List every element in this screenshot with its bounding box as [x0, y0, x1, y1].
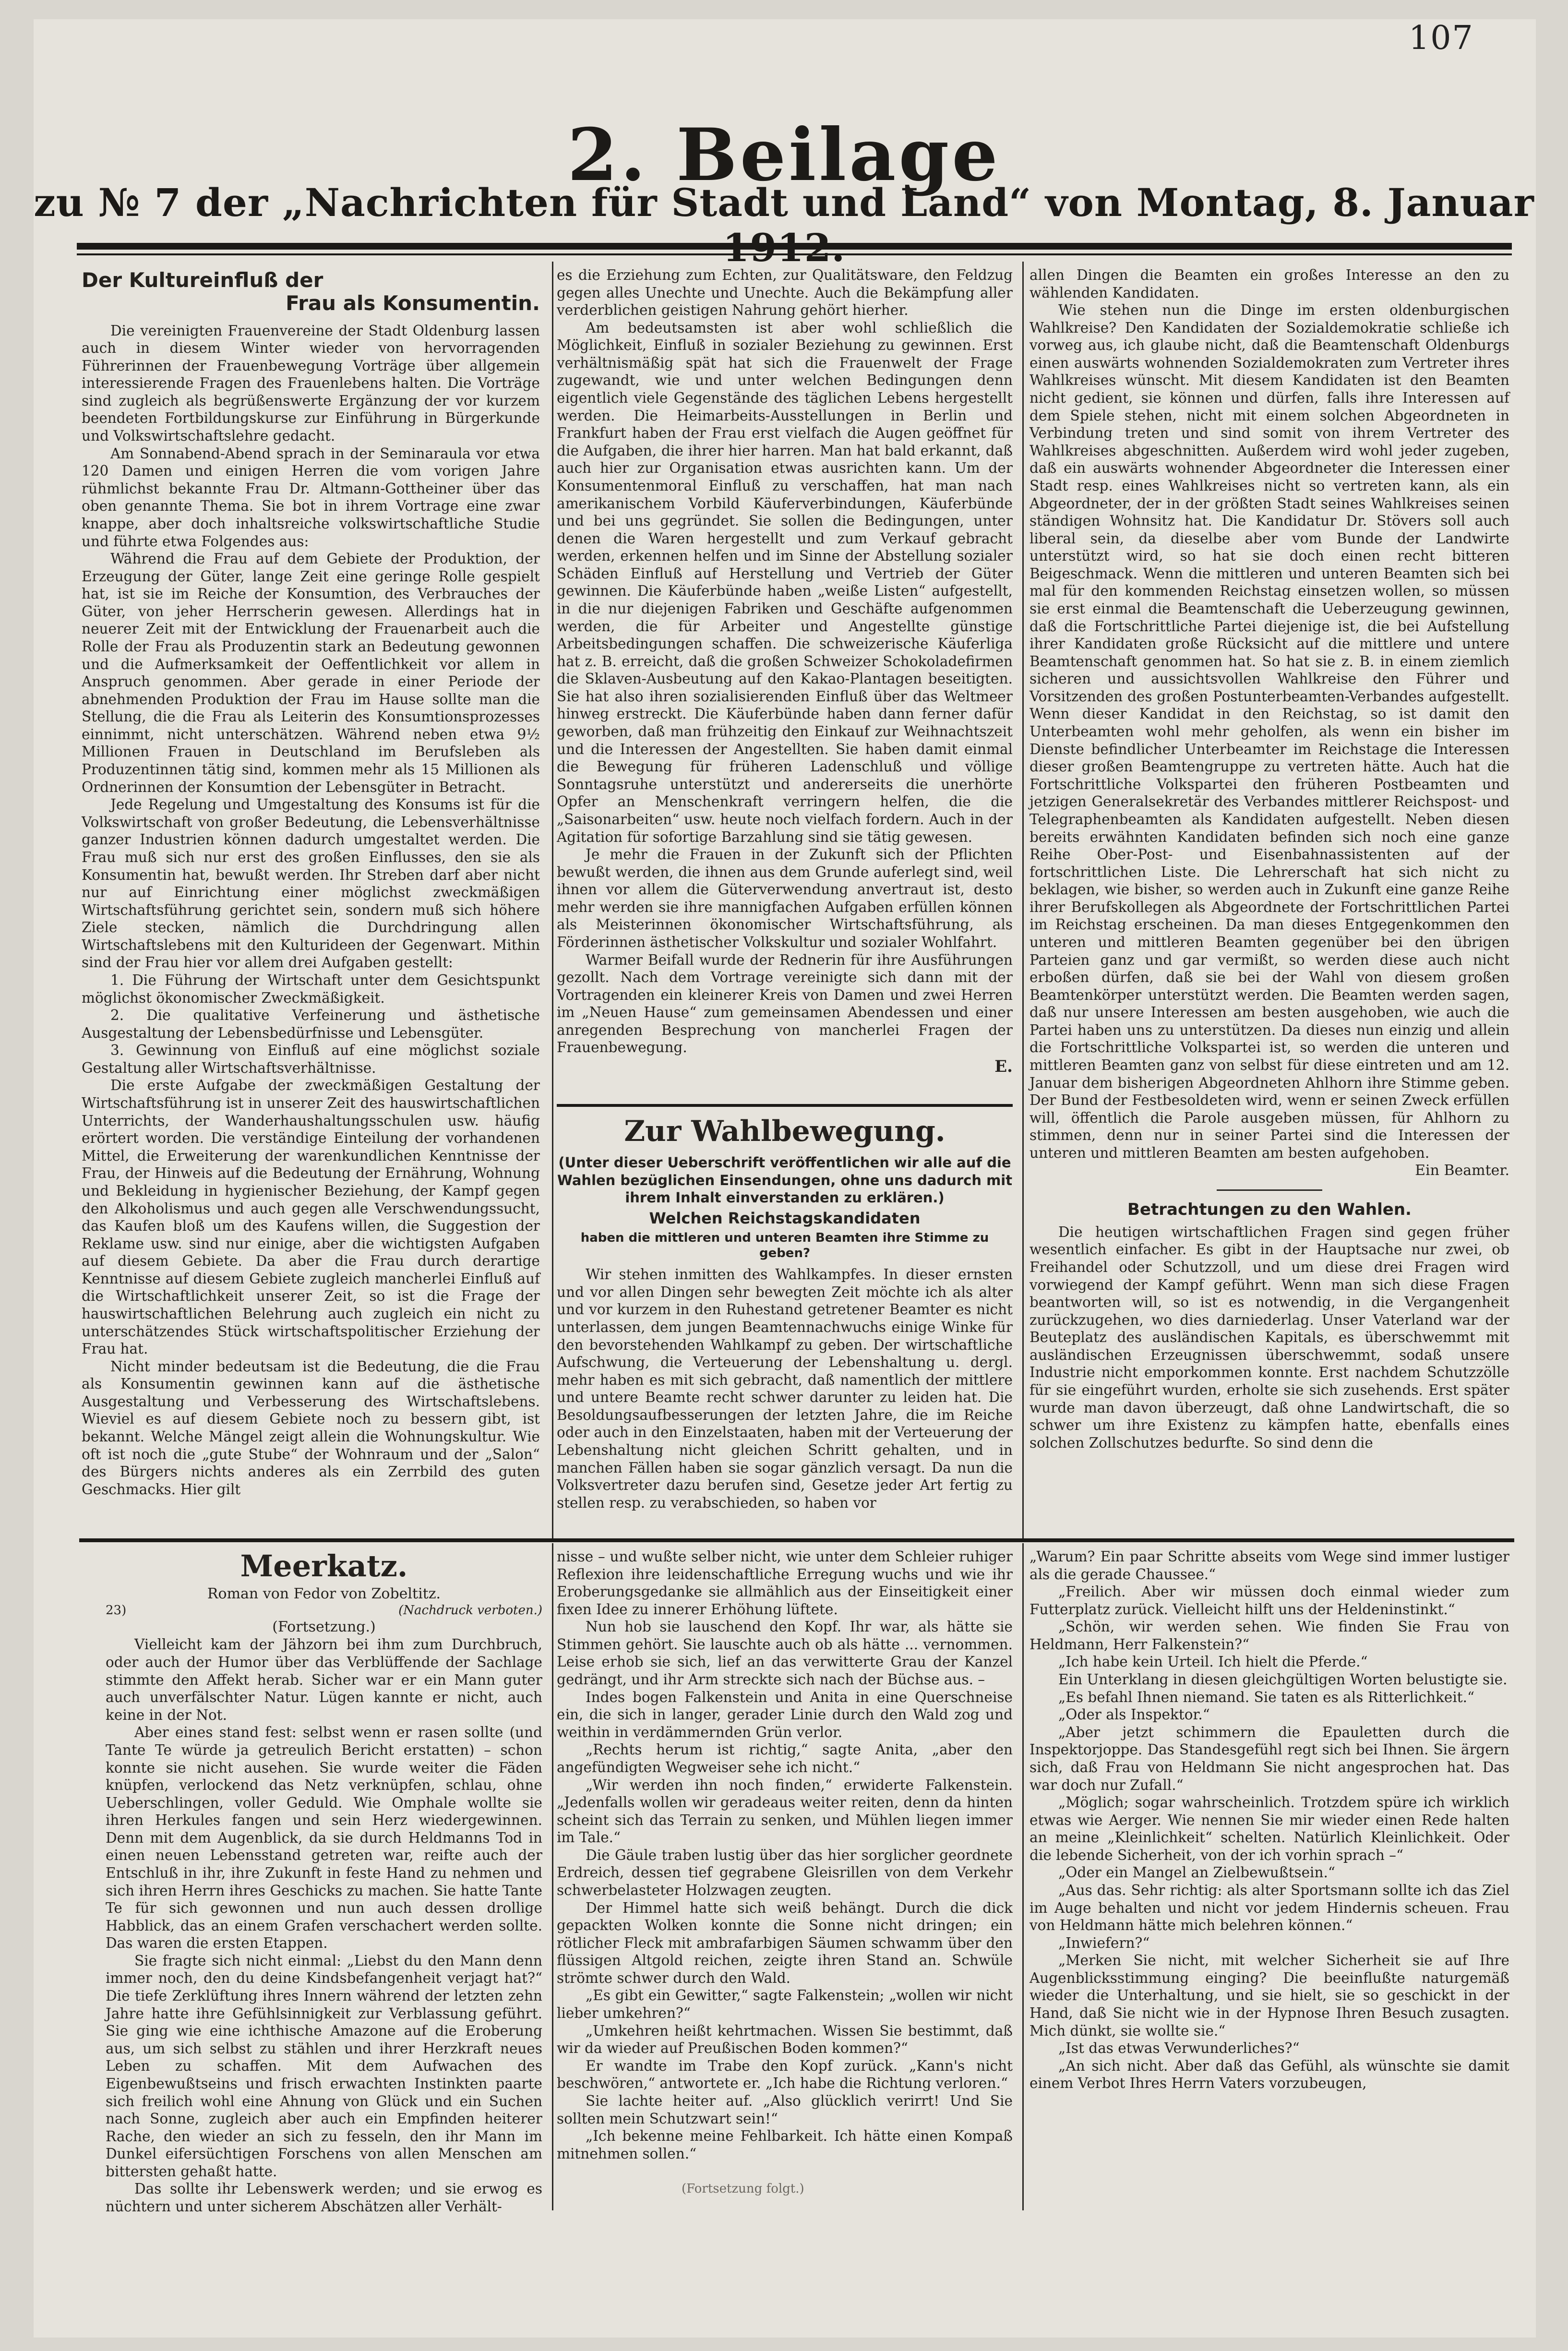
section-divider [1217, 1189, 1322, 1191]
article-heading: Betrachtungen zu den Wahlen. [1127, 1199, 1412, 1219]
paragraph: „Oder als Inspektor.“ [1058, 1706, 1210, 1723]
byline: Roman von Fedor von Zobeltitz. [207, 1585, 441, 1602]
paragraph: Während die Frau auf dem Gebiete der Produktion, der Erzeugung der Güter, lange Zeit eine geringe Rolle gespielt hat, ist sie im Reiche der Konsumtion, des Verbrauches der Güter, von jeher Herrscherin gewesen. Allerdings hat in neuerer Zeit mit der Entwicklung der Frauenarbeit auch die Rolle der Frau als Produzentin stark an Bedeutung gewonnen und die Aufmerksamkeit der Oeffentlichkeit vor allem in Anspruch genommen. Aber gerade in einer Periode der abnehmenden Produktion der Frau im Hause sollte man die Stellung, die die Frau als Leiterin des Konsumtionsprozesses einnimmt, nicht unterschätzen. Während neben etwa 9½ Millionen Frauen in Deutschland im Berufsleben als Produzentinnen tätig sind, kommen mehr als 15 Millionen als Ordnerinnen der Konsumtion der Lebensgüter in Betracht. [82, 551, 540, 795]
paragraph: es die Erziehung zum Echten, zur Qualitätsware, den Feldzug gegen alles Unechte und Unechte. Auch die Bekämpfung aller verderblichen geistigen Nahrung gehört hierher. [557, 267, 1013, 319]
article-kultureinfluss-continued [557, 266, 1013, 1097]
article-wahlbewegung-continued [1029, 266, 1509, 1534]
serial-heading: Meerkatz. [240, 1548, 408, 1583]
paragraph: „Möglich; sogar wahrscheinlich. Trotzdem spüre ich wirklich etwas wie Aerger. Wie nennen Sie mir wieder einen Rede halten an meine „Kleinlichkeit“ schelten. Natürlich Kleinlichkeit. Oder die lebende Sicherheit, von der ich vorhin sprach –“ [1029, 1794, 1509, 1863]
section-rule [557, 1104, 1013, 1107]
paragraph: „Ich bekenne meine Fehlbarkeit. Ich hätte einen Kompaß mitnehmen sollen.“ [557, 2128, 1013, 2162]
paragraph: Sie lachte heiter auf. „Also glücklich verirrt! Und Sie sollten mein Schutzwart sein!“ [557, 2092, 1013, 2127]
article-wahlbewegung [557, 1114, 1013, 1531]
paragraph: „Freilich. Aber wir müssen doch einmal wieder zum Futterplatz zurück. Vielleicht hilft uns der Heldeninstinkt.“ [1029, 1583, 1509, 1618]
paragraph: Nicht minder bedeutsam ist die Bedeutung, die die Frau als Konsumentin gewinnen kann auf die ästhetische Ausgestaltung und Verbesserung des Wirtschaftslebens. Wieviel es auf diesem Gebiete noch zu bessern gibt, ist bekannt. Welche Mängel zeigt allein die Wohnungskultur. Wie oft ist noch die „gute Stube“ der Wohnraum und der „Salon“ des Bürgers nichts anderes als ein Zerrbild des guten Geschmacks. Hier gilt [82, 1358, 540, 1498]
paragraph: „Merken Sie nicht, mit welcher Sicherheit sie auf Ihre Augenblicksstimmung einging? Die beeinflußte naturgemäß wieder die Unterhaltung, und sie hielt, sie so geschickt in der Hand, daß Sie nicht wie in der Hypnose Ihren Besuch zusagten. Mich dünkt, sie wollte sie.“ [1029, 1952, 1509, 2039]
paragraph: Aber eines stand fest: selbst wenn er rasen sollte (und Tante Te würde ja getreulich Bericht erstatten) – schon konnte sie nicht ausehen. Sie wurde weiter die Fäden knüpfen, verlockend das Netz verknüpfen, schlau, ohne Ueberschlingen, voller Geduld. Wie Omphale wollte sie ihren Herkules fangen und sein Herz wiedergewinnen. Denn mit dem Augenblick, da sie durch Heldmanns Tod in einen neuen Lebensstand getreten war, reifte auch der Entschluß in ihr, ihre Zukunft in feste Hand zu nehmen und sich ihren Herrn ihres Geschicks zu machen. Sie hatte Tante Te für sich gewonnen und nun auch dessen drollige Habblick, das an einem Grafen verschachert werden sollte. Das waren die ersten Etappen. [106, 1724, 542, 1952]
column-divider [1022, 1543, 1024, 2210]
article-heading: Der Kultureinfluß der Frau als Konsumentin. [82, 268, 540, 315]
supplement-subtitle: zu № 7 der „Nachrichten für Stadt und Land“ von Montag, 8. Januar [34, 180, 1534, 225]
paragraph: Vielleicht kam der Jähzorn bei ihm zum Durchbruch, oder auch der Humor über das Verblüffende der Sachlage stimmte den Affekt herab. Sicher war er ein Mann guter auch unverfälschter Natur. Lügen kannte er nicht, auch keine in der Not. [106, 1636, 542, 1723]
subheading: Welchen Reichstagskandidaten [649, 1209, 921, 1228]
paragraph: Die vereinigten Frauenvereine der Stadt Oldenburg lassen auch in diesem Winter wieder von hervorragenden Führerinnen der Frauenbewegung Vorträge über allgemein interessierende Fragen des Frauenlebens halten. Die Vorträge sind zugleich als begrüßenswerte Ergänzung der vor kurzem beendeten Fortbildungskurse zur Einführung in Bürgerkunde und Volkswirtschaftslehre gedacht. [82, 322, 540, 444]
question-line: haben die mittleren und unteren Beamten ihre Stimme zu geben? [580, 1230, 989, 1261]
editorial-note: (Unter dieser Ueberschrift veröffentlichen wir alle auf die Wahlen bezüglichen Einsendungen, ohne uns dadurch mit ihrem Inhalt einverstanden zu erklären.) [557, 1154, 1013, 1206]
author-signature: Ein Beamter. [1415, 1162, 1509, 1179]
paragraph: Er wandte im Trabe den Kopf zurück. „Kann's nicht beschwören,“ antwortete er. „Ich habe die Richtung verloren.“ [557, 2057, 1013, 2092]
paragraph: „Aber jetzt schimmern die Epauletten durch die Inspektorjoppe. Das Standesgefühl regt sich bei Ihnen. Sie ärgern sich, daß Frau von Heldmann Sie nicht angesprochen hat. Das war doch nur Zufall.“ [1029, 1724, 1509, 1793]
paragraph: Jede Regelung und Umgestaltung des Konsums ist für die Volkswirtschaft von großer Bedeutung, die Lebensverhältnisse ganzer Industrien können dadurch umgestaltet werden. Die Frau muß sich nur erst des großen Einflusses, den sie als Konsumentin hat, bewußt werden. Ihr Streben darf aber nicht nur auf Einrichtung einer möglichst zweckmäßigen Wirtschaftsführung gerichtet sein, sondern muß sich höhere Ziele stecken, nämlich die Durchdringung allen Wirtschaftslebens mit den Kulturideen der Gegenwart. Mithin sind der Frau hier vor allem drei Aufgaben gestellt: [82, 796, 540, 971]
paragraph: „Umkehren heißt kehrtmachen. Wissen Sie bestimmt, daß wir da wieder auf Preußischen Boden kommen?“ [557, 2022, 1013, 2057]
paragraph: Die heutigen wirtschaftlichen Fragen sind gegen früher wesentlich einfacher. Es gibt in der Hauptsache nur zwei, ob Freihandel oder Schutzzoll, und um diese drei Fragen wird vorwiegend der Kampf geführt. Wenn man sich diese Fragen beantworten will, so ist es notwendig, in die Vergangenheit zurückzugehen, wo dies darniederlag. Unser Vaterland war der Beuteplatz des ausländischen Kapitals, es überschwemmt mit ausländischen Erzeugnissen überschwemmt, sodaß unsere Industrie nicht emporkommen konnte. Erst nachdem Schutzzölle für sie eingeführt wurden, erholte sie sich zusehends. Erst später wurde man davon überzeugt, daß ohne Landwirtschaft, die so schwer um ihre Existenz zu kämpfen hatte, ebenfalls eines solchen Zollschutzes bedurfte. So sind denn die [1029, 1223, 1509, 1451]
paragraph: Am bedeutsamsten ist aber wohl schließlich die Möglichkeit, Einfluß in sozialer Beziehung zu gewinnen. Erst verhältnismäßig spät hat sich die Frauenwelt der Frage zugewandt, wie und unter welchen Bedingungen denn eigentlich viele Gegenstände des täglichen Lebens hergestellt werden. Die Heimarbeits-Ausstellungen in Berlin und Frankfurt haben der Frau erst vielfach die Augen geöffnet für die Aufgaben, die ihrer hier harren. Man hat bald erkannt, daß auch hier zur Organisation etwas ausrichten kann. Um der Konsumentenmoral Einfluß zu verschaffen, hat man nach amerikanischem Vorbild Käuferverbindungen, Käuferbünde und bei uns gegründet. Sie sollen die Bedingungen, unter denen die Waren hergestellt und zum Verkauf gebracht werden, erkennen helfen und im Sinne der Abstellung sozialer Schäden Einfluß auf Herstellung und Vertrieb der Güter gewinnen. Die Käuferbünde haben „weiße Listen“ aufgestellt, in die nur diejenigen Fabriken und Geschäfte aufgenommen werden, die für Arbeiter und Angestellte günstige Arbeitsbedingungen schaffen. Die schweizerische Käuferliga hat z. B. erreicht, daß die großen Schweizer Schokoladefirmen die Sklaven-Ausbeutung auf den Kakao-Plantagen beseitigten. Sie hat also ihren sozialisierenden Einfluß über das Weltmeer hinweg erstreckt. Die Käuferbünde haben dann ferner dafür geworben, daß man frühzeitig den Einkauf zur Weihnachtszeit und die Interessen der Angestellten. Sie haben damit einmal die Bewegung für früheren Ladenschluß und völlige Sonntagsruhe unterstützt und andererseits die unerhörte Opfer an Menschenkraft verringern helfen, die die „Saisonarbeiten“ usw. heute noch vielfach fordern. Auch in der Agitation für sofortige Barzahlung sind sie tätig gewesen. [557, 319, 1013, 845]
list-item: 3. Gewinnung von Einfluß auf eine möglichst soziale Gestaltung aller Wirtschaftsverhältnisse. [82, 1042, 540, 1076]
author-signature: E. [994, 1057, 1013, 1077]
faint-footer-note: (Fortsetzung folgt.) [682, 2182, 804, 2196]
paragraph: Ein Unterklang in diesen gleichgültigen Worten belustigte sie. [1058, 1671, 1508, 1688]
paragraph: Nun hob sie lauschend den Kopf. Ihr war, als hätte sie Stimmen gehört. Sie lauschte auch ob als hätte ... vernommen. Leise erhob sie sich, lief an das verwitterte Grau der Kanzel gedrängt, und ihr Arm streckte sich nach der Büchse aus. – [557, 1619, 1013, 1688]
paragraph: Am Sonnabend-Abend sprach in der Seminaraula vor etwa 120 Damen und einigen Herren die vom vorigen Jahre rühmlichst bekannte Frau Dr. Altmann-Gottheiner über das oben genannte Thema. Sie bot in ihrem Vortrage eine zwar knappe, aber doch inhaltsreiche volkswirtschaftliche Studie und führte etwa Folgendes aus: [82, 445, 540, 550]
paragraph: „Warum? Ein paar Schritte abseits vom Wege sind immer lustiger als die gerade Chaussee.“ [1029, 1548, 1509, 1583]
paragraph: „Oder ein Mangel an Zielbewußtsein.“ [1058, 1864, 1335, 1881]
paragraph: „Aus das. Sehr richtig: als alter Sportsmann sollte ich das Ziel im Auge behalten und nicht vor jedem Hindernis scheuen. Frau von Heldmann hätte mich belehren können.“ [1029, 1882, 1509, 1934]
list-item: 2. Die qualitative Verfeinerung und ästhetische Ausgestaltung der Lebensbedürfnisse und Lebensgüter. [82, 1007, 540, 1041]
paragraph: Warmer Beifall wurde der Rednerin für ihre Ausführungen gezollt. Nach dem Vortrage vereinigte sich dann mit der Vortragenden ein kleinerer Kreis von Damen und zwei Herren im „Neuen Hause“ zum gemeinsamen Abendessen und einer anregenden Besprechung von mancherlei Fragen der Frauenbewegung. [557, 951, 1013, 1056]
paragraph: Wie stehen nun die Dinge im ersten oldenburgischen Wahlkreise? Den Kandidaten der Sozialdemokratie schließe ich vorweg aus, ich glaube nicht, daß die Beamtenschaft Oldenburgs einen auswärts wohnenden Sozialdemokraten zum Vertreter ihres Wahlkreises wünscht. Mit diesem Kandidaten ist den Beamten nicht gedient, sie können und dürfen, falls ihre Interessen auf dem Spiele stehen, nicht mit einem solchen Abgeordneten in Verbindung treten und sind somit von ihrem Vertreter des Wahlkreises abgeschnitten. Außerdem wird wohl jeder zugeben, daß ein auswärts wohnender Abgeordneter die Interessen einer Stadt resp. eines Wahlkreises nicht so vertreten kann, als ein Abgeordneter, der in der größten Stadt seines Wahlkreises seinen ständigen Wohnsitz hat. Die Kandidatur Dr. Stövers soll auch liberal sein, da dieselbe aber vom Bunde der Landwirte unterstützt wird, so hat sie doch einen recht bitteren Beigeschmack. Wenn die mittleren und unteren Beamten sich bei mal für den kommenden Reichstag einsetzen wollen, so müssen sie erst einmal die Beamtenschaft die Ueberzeugung gewinnen, daß die Fortschrittliche Partei diejenige ist, die bei Aufstellung ihrer Kandidaten große Rücksicht auf die mittlere und untere Beamtenschaft genommen hat. So hat sie z. B. in einem ziemlich sicheren und aussichtsvollen Wahlkreise den Führer und Vorsitzenden des großen Postunterbeamten-Verbandes aufgestellt. Wenn dieser Kandidat in den Reichstag, so ist damit den Unterbeamten wohl mehr geholfen, als wenn ein bisher im Dienste befindlicher Unterbeamter im Reichstage die Interessen dieser großen Beamtengruppe zu vertreten hätte. Auch hat die Fortschrittliche Volkspartei den früheren Postbeamten und jetzigen Generalsekretär des Verbandes mittlerer Reichspost- und Telegraphenbeamten als Kandidaten aufgestellt. Neben diesen bereits erwähnten Kandidaten befinden sich noch eine ganze Reihe Ober-Post- und Eisenbahnassistenten auf der fortschrittlichen Liste. Die Lehrerschaft hat sich nicht zu beklagen, wie bisher, so werden auch in Zukunft eine ganze Reihe ihrer Berufskollegen als Abgeordnete der Fortschrittlichen Partei im Reichstag erscheinen. Da man dieses Entgegenkommen den unteren und mittleren Beamten gegenüber bei den übrigen Parteien ganz und gar vermißt, so werden diese auch nicht erboßen dürfen, daß sie bei der Wahl von diesem großen Beamtenkörper unterstützt werden. Die Beamten werden sagen, daß nur unsere Interessen am besten ausgehoben, wie auch die Partei haben uns zu unterstützen. Da dieses nun einzig und allein die Fortschrittliche Volkspartei ist, so werden die unteren und mittleren Beamten ganz von selbst für diese eintreten und am 12. Januar dem bisherigen Abgeordneten Ahlhorn ihre Stimme geben. Der Bund der Festbesoldeten wird, wenn er seinen Zweck erfüllen will, öffentlich die Parole ausgeben müssen, für Ahlhorn zu stimmen, denn nur in seiner Partei sind die Interessen der unteren und mittleren Beamten am besten aufgehoben. [1029, 302, 1509, 1161]
serial-meerkatz [106, 1548, 542, 2215]
paragraph: Wir stehen inmitten des Wahlkampfes. In dieser ernsten und vor allen Dingen sehr bewegten Zeit möchte ich als alter und vor kurzem in den Ruhestand getretener Beamter es nicht unterlassen, dem jungen Beamtennachwuchs einige Winke für den bevorstehenden Wahlkampf zu geben. Der wirtschaftliche Aufschwung, die Verteuerung der Lebenshaltung u. dergl. mehr haben es mit sich gebracht, daß namentlich der mittlere und untere Beamte recht schwer darunter zu leiden hat. Die Besoldungsaufbesserungen der letzten Jahre, die im Reiche oder auch in den Einzelstaaten, haben mit der Verteuerung der Lebenshaltung nicht gleichen Schritt gehalten, und in manchen Fällen haben sie sogar gänzlich versagt. Da nun die Volksvertreter dazu berufen sind, Gesetze jeder Art fertig zu stellen resp. zu verabschieden, so haben vor [557, 1266, 1013, 1511]
column-divider [1022, 262, 1024, 1538]
feuilleton-rule [79, 1538, 1514, 1542]
installment-number: 23) [106, 1603, 127, 1618]
paragraph: „Schön, wir werden sehen. Wie finden Sie Frau von Heldmann, Herr Falkenstein?“ [1029, 1619, 1509, 1653]
continuation-label: (Fortsetzung.) [272, 1619, 376, 1636]
paragraph: „Ist das etwas Verwunderliches?“ [1058, 2040, 1300, 2057]
paragraph: „An sich nicht. Aber daß das Gefühl, als wünschte sie damit einem Verbot Ihres Herrn Vaters vorzubeugen, [1029, 2057, 1509, 2092]
paragraph: „Ich habe kein Urteil. Ich hielt die Pferde.“ [1058, 1654, 1368, 1670]
paragraph: Die Gäule traben lustig über das hier sorglicher geordnete Erdreich, dessen tief gegrabene Gleisrillen von dem Verkehr schwerbelasteter Holzwagen zeugten. [557, 1847, 1013, 1898]
masthead-rule-thin [77, 253, 1512, 255]
column-divider [552, 262, 553, 1538]
paragraph: „Wir werden ihn noch finden,“ erwiderte Falkenstein. „Jedenfalls wollen wir geradeaus weiter reiten, denn da hinten scheint sich das Terrain zu senken, und Mühlen liegen immer im Tale.“ [557, 1776, 1013, 1846]
paragraph: „Rechts herum ist richtig,“ sagte Anita, „aber den angefündigten Wegweiser sehe ich nicht.“ [557, 1741, 1013, 1775]
paragraph: nisse – und wußte selber nicht, wie unter dem Schleier ruhiger Reflexion ihre leidenschaftliche Erregung wuchs und wie ihr Eroberungsgedanke sie allmählich aus der Einseitigkeit einer fixen Idee zu innerer Erhöhung lüftete. [557, 1548, 1013, 1618]
paragraph: „Es befahl Ihnen niemand. Sie taten es als Ritterlichkeit.“ [1058, 1689, 1475, 1705]
serial-meerkatz-continued [557, 1548, 1013, 2191]
serial-meerkatz-continued-2 [1029, 1548, 1509, 2172]
list-item: 1. Die Führung der Wirtschaft unter dem Gesichtspunkt möglichst ökonomischer Zweckmäßigkeit. [82, 972, 540, 1006]
paragraph: Der Himmel hatte sich weiß behängt. Durch die dick gepackten Wolken konnte die Sonne nicht dringen; ein rötlicher Fleck mit ambrafarbigen Säumen schwamm über den flüssigen Altgold reichen, zeigte ihren Stand an. Schwüle strömte schwer durch den Wald. [557, 1899, 1013, 1986]
paragraph: „Es gibt ein Gewitter,“ sagte Falkenstein; „wollen wir nicht lieber umkehren?“ [557, 1987, 1013, 2022]
page-number: 107 [1409, 19, 1474, 57]
supplement-title: 2. Beilage [567, 113, 1001, 197]
masthead-rule [77, 243, 1512, 250]
copyright-note: (Nachdruck verboten.) [398, 1603, 542, 1618]
paragraph: Das sollte ihr Lebenswerk werden; und sie erwog es nüchtern und unter sicherem Abschätzen aller Verhält- [106, 2181, 542, 2215]
column-divider [552, 1543, 553, 2210]
paragraph: „Inwiefern?“ [1058, 1934, 1150, 1951]
article-heading: Zur Wahlbewegung. [624, 1115, 946, 1148]
paragraph: Indes bogen Falkenstein und Anita in eine Querschneise ein, die sich in langer, gerader Linie durch den Wald zog und weithin in verdämmernden Grün verlor. [557, 1689, 1013, 1740]
paragraph: Sie fragte sich nicht einmal: „Liebst du den Mann denn immer noch, den du deine Kindsbefangenheit verjagt hat?“ Die tiefe Zerklüftung ihres Innern während der letzten zehn Jahre hatte ihre Gefühlsinnigkeit zur Verblassung geführt. Sie ging wie eine ichthische Amazone auf die Eroberung aus, um sich selbst zu stählen und ihrer Herzkraft neues Leben zu schaffen. Mit dem Aufwachen des Eigenbewußtseins und frisch erwachten Instinkten paarte sich freilich wohl eine Ahnung von Glück und ein Suchen nach Sonne, zugleich aber auch ein Empfinden heiterer Rache, den wieder an sich zu fesseln, den ihr Mann im Dunkel eifersüchtigen Forschens von allen Menschen am bittersten gehaßt hatte. [106, 1952, 542, 2180]
article-kultureinfluss [82, 269, 540, 1531]
paragraph: Die erste Aufgabe der zweckmäßigen Gestaltung der Wirtschaftsführung ist in unserer Zeit des hauswirtschaftlichen Unterrichts, der Wanderhaushaltungsschulen usw. häufig erörtert worden. Die verständige Einteilung der vorhandenen Mittel, die Erweiterung der warenkundlichen Kenntnisse der Frau, der Hinweis auf die Bedeutung der Ernährung, Wohnung und Bekleidung in hygienischer Beziehung, der Kampf gegen den Alkoholismus und auch gegen alle Verschwendungssucht, das Kaufen bloß um des Kaufens willen, die Suggestion der Reklame usw. sind nur einige, aber die wichtigsten Aufgaben auf diesem Gebiete. Da aber die Frau durch derartige Kenntnisse auf diesem Gebiete zugleich mancherlei Einfluß auf die Wirtschaftlichkeit unserer Zeit, so ist die Frage der hauswirtschaftlichen Belehrung auch zugleich ein nicht zu unterschätzendes Stück wirtschaftspolitischer Erziehung der Frau hat. [82, 1077, 540, 1357]
paragraph: allen Dingen die Beamten ein großes Interesse an den zu wählenden Kandidaten. [1029, 267, 1509, 301]
paragraph: Je mehr die Frauen in der Zukunft sich der Pflichten bewußt werden, die ihnen aus dem Grunde auferlegt sind, weil ihnen vor allem die Güterverwendung anvertraut ist, desto mehr werden sie ihre mannigfachen Aufgaben erfüllen können als Meisterinnen ökonomischer Wirtschaftsführung, als Förderinnen ästhetischer Volkskultur und sozialer Wohlfahrt. [557, 846, 1013, 950]
